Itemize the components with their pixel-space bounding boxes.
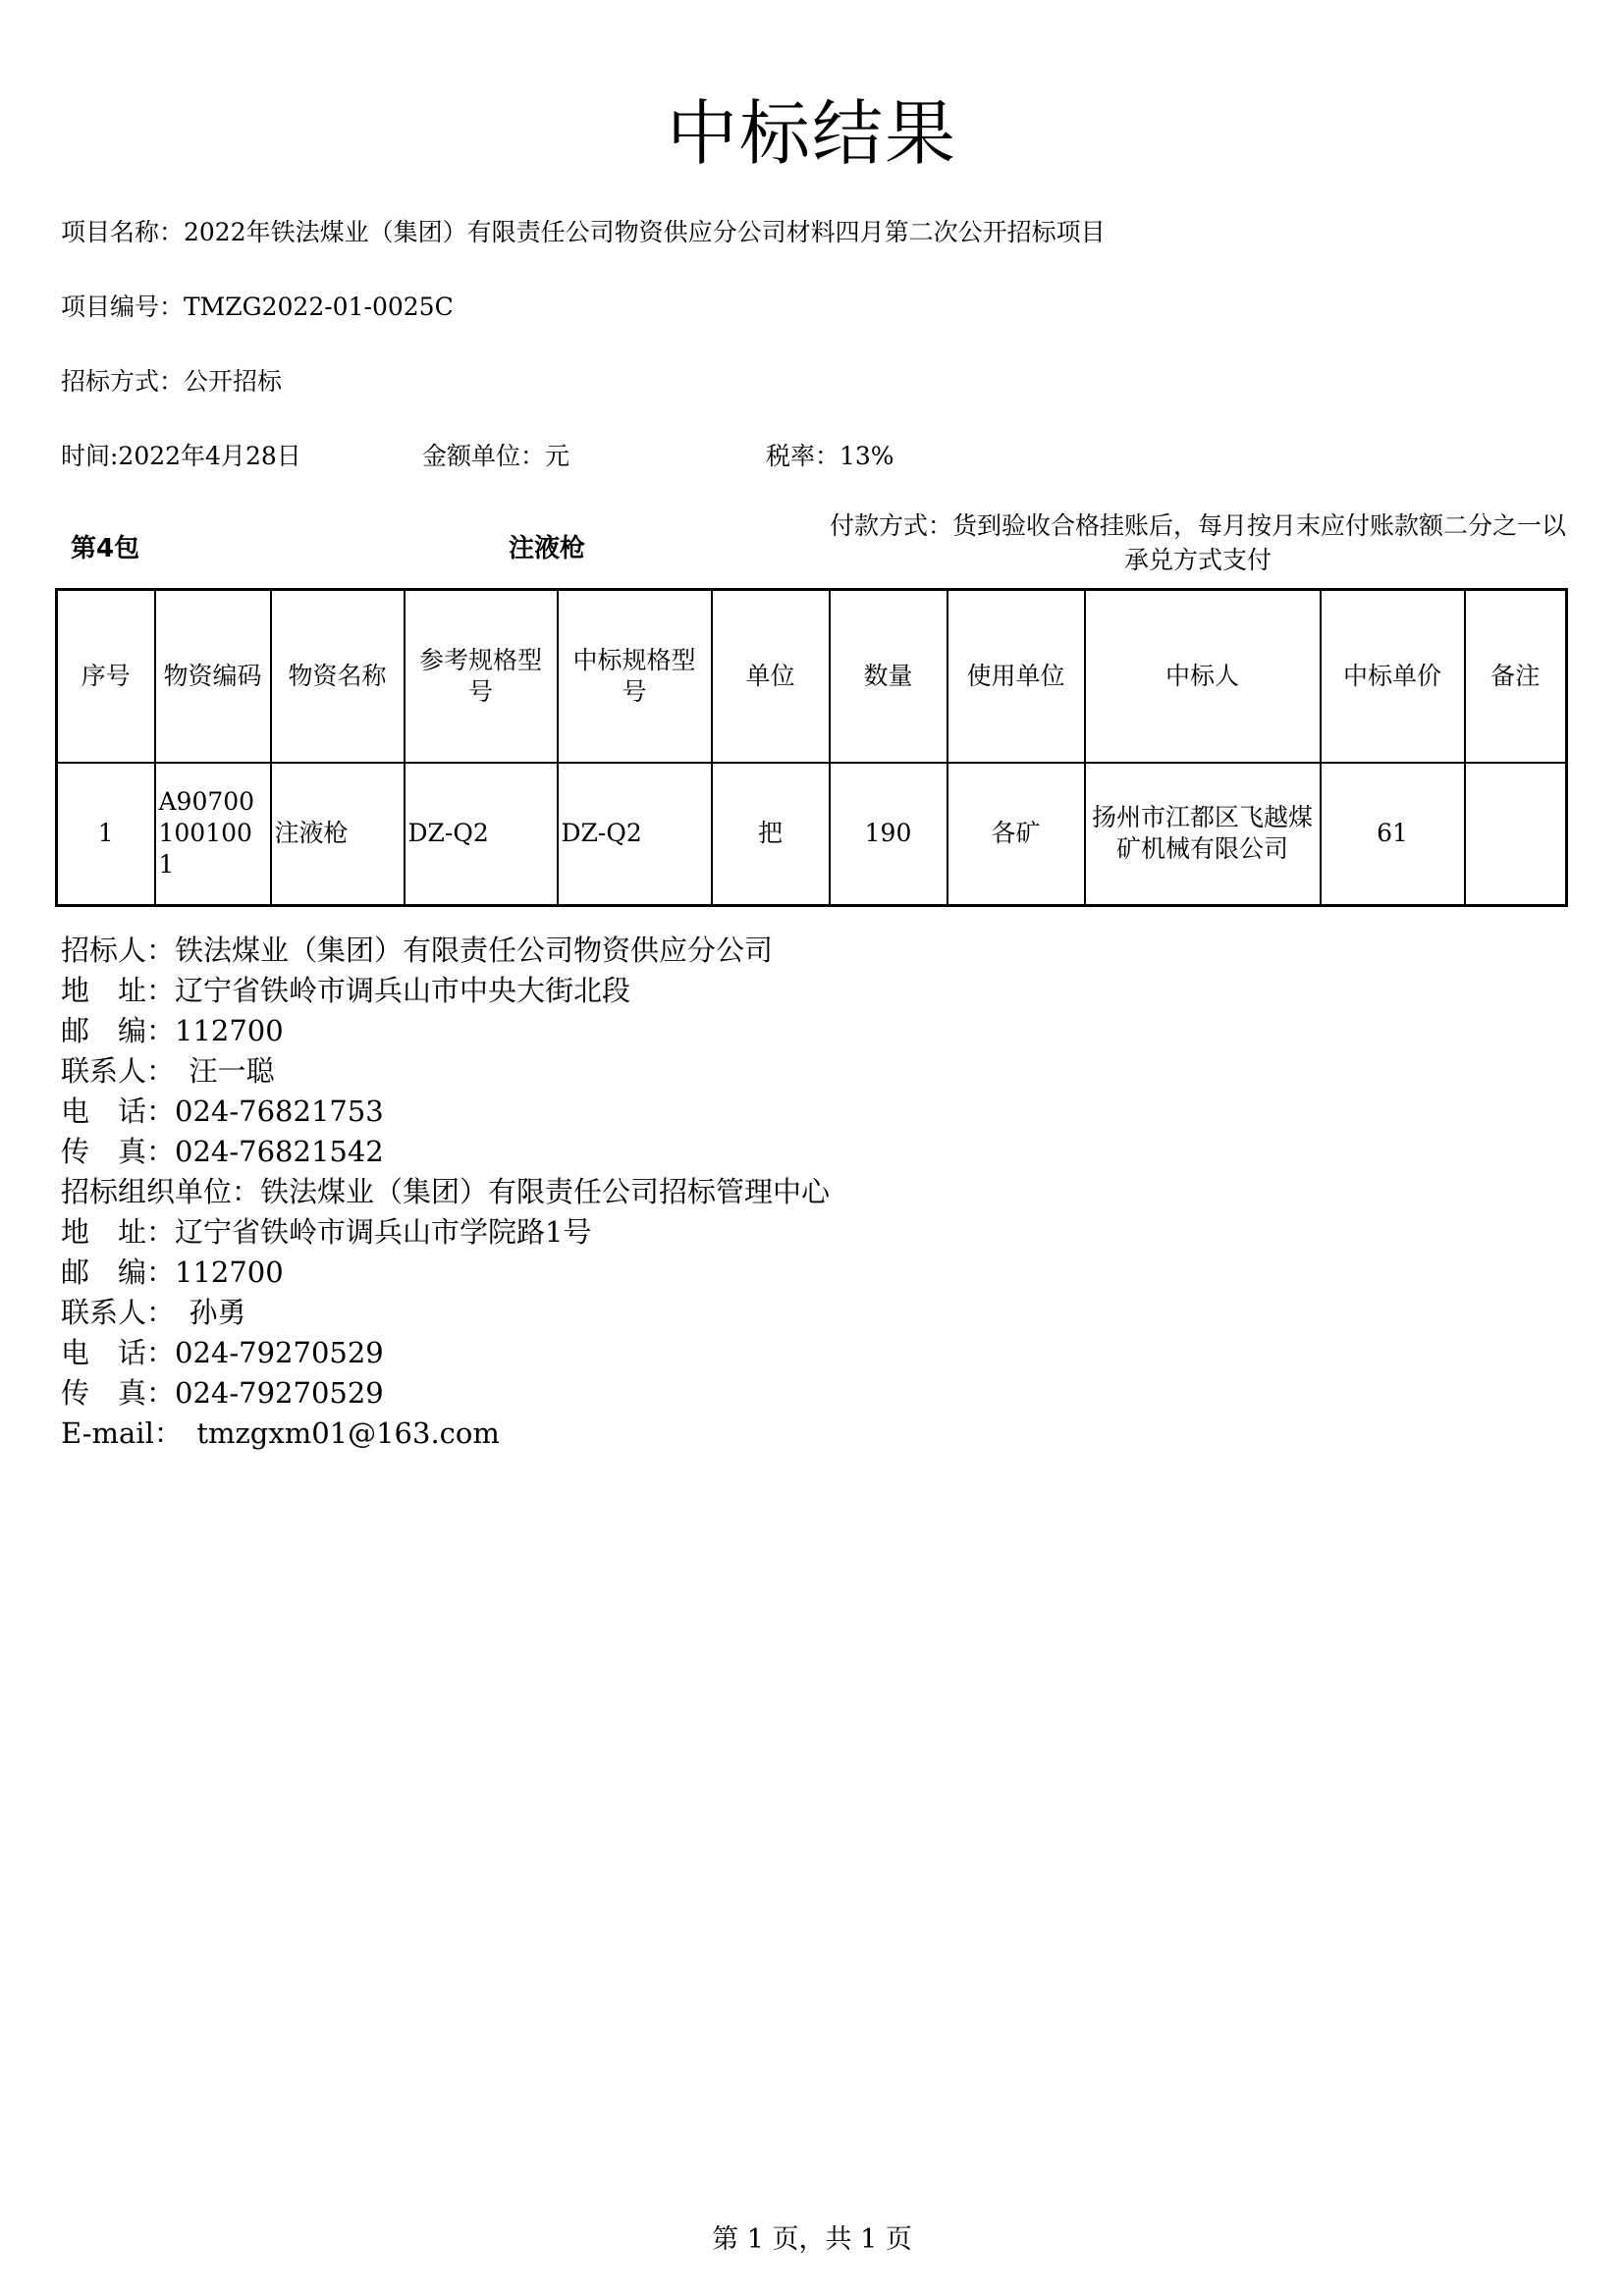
- agency: 招标组织单位：铁法煤业（集团）有限责任公司招标管理中心: [61, 1175, 831, 1208]
- table-cell: 把: [712, 763, 830, 906]
- package-number: 第4包: [71, 534, 140, 563]
- currency-unit: 金额单位：元: [422, 442, 570, 470]
- agency-email: E-mail： tmzgxm01@163.com: [61, 1416, 500, 1450]
- payment-terms: 付款方式：货到验收合格挂账后，每月按月末应付账款额二分之一以承兑方式支付: [829, 511, 1566, 574]
- header-cell: 参考规格型号: [405, 590, 558, 763]
- bid-time: 时间:2022年4月28日: [61, 442, 301, 470]
- tenderer-phone: 电 话：024-76821753: [61, 1095, 384, 1128]
- tenderer-contact: 联系人： 汪一聪: [61, 1054, 275, 1088]
- table-cell: [1465, 763, 1567, 906]
- table-cell: DZ-Q2: [405, 763, 558, 906]
- header-cell: 序号: [57, 590, 155, 763]
- project-name: 项目名称：2022年铁法煤业（集团）有限责任公司物资供应分公司材料四月第二次公开招标项目: [61, 218, 1106, 246]
- agency-fax: 传 真：024-79270529: [61, 1376, 384, 1410]
- header-cell: 备注: [1465, 590, 1567, 763]
- tax-rate: 税率：13%: [766, 442, 894, 470]
- tenderer-fax: 传 真：024-76821542: [61, 1135, 384, 1168]
- page-title: 中标结果: [666, 92, 957, 175]
- header-cell: 中标单价: [1321, 590, 1465, 763]
- table-cell: 各矿: [947, 763, 1085, 906]
- header-cell: 物资名称: [271, 590, 405, 763]
- table-cell: 注液枪: [271, 763, 405, 906]
- header-cell: 使用单位: [947, 590, 1085, 763]
- table-cell: 1: [57, 763, 155, 906]
- project-code: 项目编号：TMZG2022-01-0025C: [61, 293, 454, 321]
- package-item: 注液枪: [509, 534, 586, 563]
- agency-contact: 联系人： 孙勇: [61, 1296, 246, 1329]
- agency-postcode: 邮 编：112700: [61, 1255, 284, 1289]
- header-cell: 物资编码: [155, 590, 271, 763]
- tenderer: 招标人：铁法煤业（集团）有限责任公司物资供应分公司: [61, 934, 774, 967]
- header-cell: 中标规格型号: [558, 590, 712, 763]
- header-cell: 单位: [712, 590, 830, 763]
- table-cell: 190: [830, 763, 947, 906]
- table-cell: DZ-Q2: [558, 763, 712, 906]
- agency-address: 地 址：辽宁省铁岭市调兵山市学院路1号: [61, 1215, 592, 1249]
- table-cell: A907001001001: [155, 763, 271, 906]
- bid-method: 招标方式：公开招标: [61, 367, 283, 396]
- agency-phone: 电 话：024-79270529: [61, 1336, 384, 1369]
- header-cell: 中标人: [1085, 590, 1321, 763]
- result-table: [55, 588, 1568, 907]
- contact-block: [61, 931, 830, 1454]
- table-cell: 61: [1321, 763, 1465, 906]
- table-header-row: [57, 590, 1567, 763]
- table-cell: 扬州市江都区飞越煤矿机械有限公司: [1085, 763, 1321, 906]
- tenderer-address: 地 址：辽宁省铁岭市调兵山市中央大街北段: [61, 974, 631, 1007]
- header-cell: 数量: [830, 590, 947, 763]
- page-number: 第 1 页，共 1 页: [712, 2224, 912, 2255]
- tenderer-postcode: 邮 编：112700: [61, 1014, 284, 1047]
- table-row: [57, 763, 1567, 906]
